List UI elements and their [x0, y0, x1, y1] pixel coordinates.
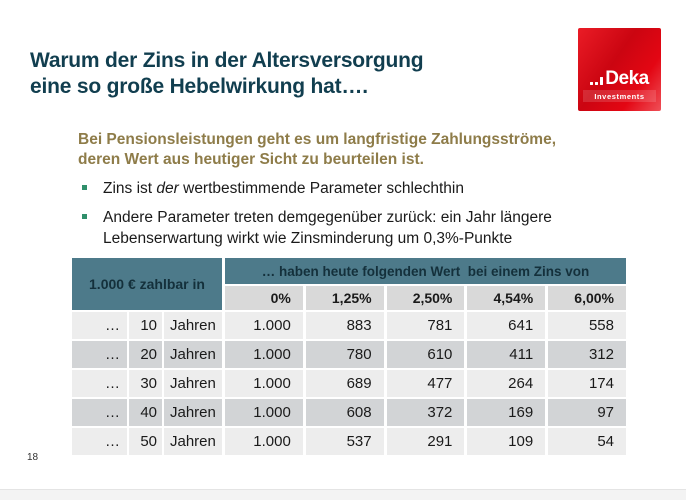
page-title-line2: eine so große Hebelwirkung hat….	[30, 75, 368, 99]
table-cell: 291	[387, 428, 465, 455]
bottom-edge-strip	[0, 489, 686, 500]
bullet-item	[82, 179, 622, 199]
table-row-label: … 10 Jahren	[72, 312, 222, 339]
table-cell: 477	[387, 370, 465, 397]
table-cell: 883	[306, 312, 384, 339]
table-cell: 97	[548, 399, 626, 426]
table-header: … haben heute folgenden Wert bei einem Zins von	[225, 258, 626, 284]
table-cell: 1.000	[225, 399, 303, 426]
deka-bars-icon	[590, 77, 603, 85]
table-cell: 608	[306, 399, 384, 426]
rate-column-header: 2,50%	[387, 286, 465, 310]
table-cell: 411	[467, 341, 545, 368]
pension-value-table	[72, 258, 626, 455]
table-cell: 537	[306, 428, 384, 455]
table-row-label: … 30 Jahren	[72, 370, 222, 397]
table-cell: 1.000	[225, 312, 303, 339]
logo-brand-name: Deka	[605, 68, 649, 89]
table-cell: 169	[467, 399, 545, 426]
subtitle-line2: deren Wert aus heutiger Sicht zu beurteilen ist.	[78, 151, 424, 169]
table-cell: 174	[548, 370, 626, 397]
table-cell: 312	[548, 341, 626, 368]
rate-column-header: 6,00%	[548, 286, 626, 310]
bullet-item	[82, 208, 622, 249]
table-row-label: … 50 Jahren	[72, 428, 222, 455]
table-cell: 109	[467, 428, 545, 455]
table-cell: 1.000	[225, 370, 303, 397]
deka-logo-row	[578, 69, 661, 88]
table-cell: 372	[387, 399, 465, 426]
table-row-label: … 20 Jahren	[72, 341, 222, 368]
bullet-list	[82, 179, 622, 258]
bullet-text: Zins ist der wertbestimmende Parameter schlechthin	[103, 180, 464, 197]
bullet-square-icon	[82, 214, 87, 219]
bullet-square-icon	[82, 185, 87, 190]
bullet-text: Andere Parameter treten demgegenüber zurück: ein Jahr längere Lebenserwartung wirkt wie Zinsminderung um 0,3%-Punkte	[103, 209, 552, 247]
table-cell: 610	[387, 341, 465, 368]
page-title	[30, 48, 423, 100]
subtitle	[78, 130, 638, 171]
rate-column-header: 1,25%	[306, 286, 384, 310]
table-cell: 558	[548, 312, 626, 339]
table-cell: 54	[548, 428, 626, 455]
table-cell: 1.000	[225, 341, 303, 368]
table-cell: 689	[306, 370, 384, 397]
rate-column-header: 0%	[225, 286, 303, 310]
deka-logo	[578, 28, 661, 111]
table-cell: 1.000	[225, 428, 303, 455]
table-cell: 264	[467, 370, 545, 397]
table-row-label: … 40 Jahren	[72, 399, 222, 426]
table-corner-label: 1.000 € zahlbar in	[72, 258, 222, 310]
rate-column-header: 4,54%	[467, 286, 545, 310]
logo-band	[583, 90, 656, 102]
table-cell: 781	[387, 312, 465, 339]
table-cell: 780	[306, 341, 384, 368]
logo-sub-label: Investments	[594, 91, 645, 101]
subtitle-line1: Bei Pensionsleistungen geht es um langfristige Zahlungsströme,	[78, 131, 557, 148]
table-cell: 641	[467, 312, 545, 339]
page-number: 18	[27, 452, 39, 463]
page-title-line1: Warum der Zins in der Altersversorgung	[30, 49, 424, 72]
